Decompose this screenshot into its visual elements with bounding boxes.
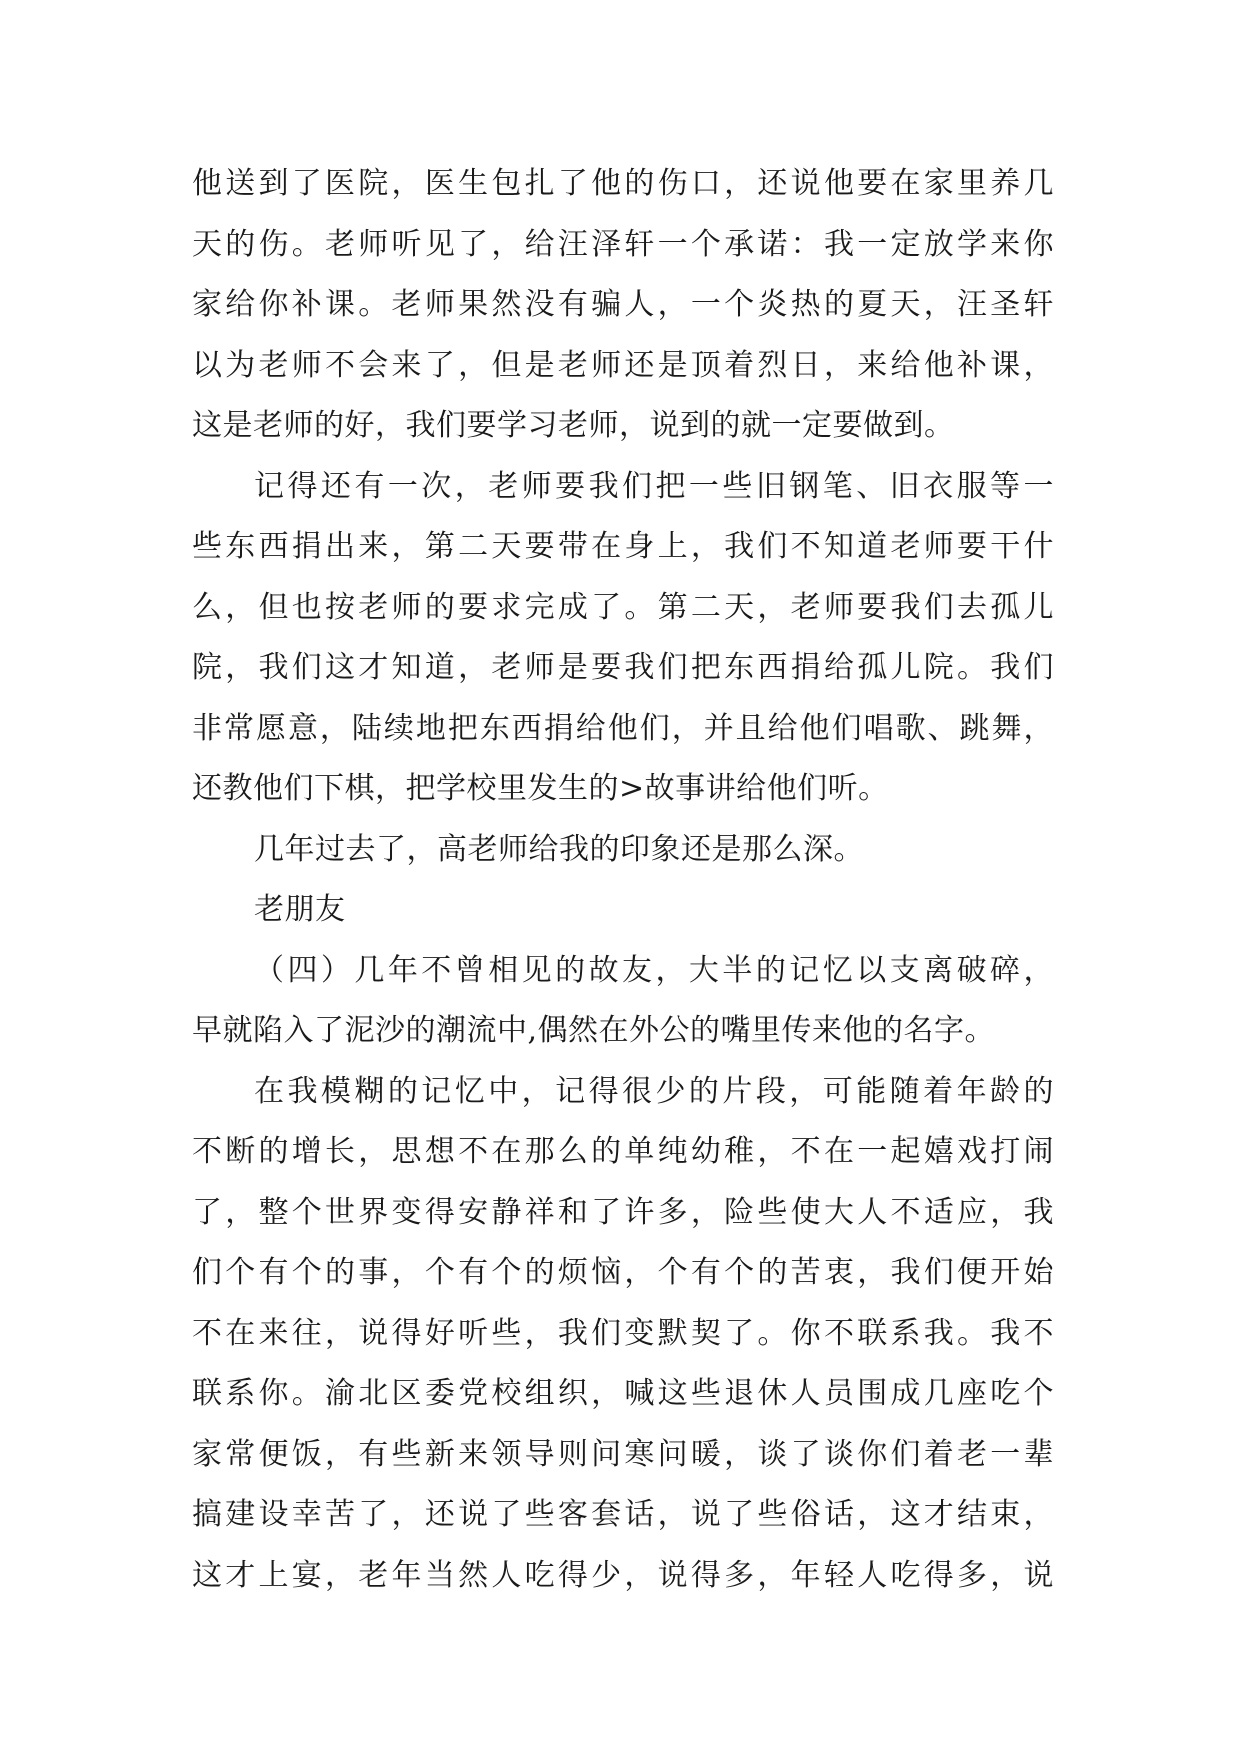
- text-line: 不在来往，说得好听些，我们变默契了。你不联系我。我不: [192, 1315, 1054, 1351]
- text-line: 联系你。渝北区委党校组织，喊这些退休人员围成几座吃个: [192, 1376, 1054, 1411]
- text-line: 这才上宴，老年当然人吃得少，说得多，年轻人吃得多，说: [192, 1557, 1054, 1593]
- text-line: 不断的增长，思想不在那么的单纯幼稚，不在一起嬉戏打闹: [192, 1134, 1054, 1169]
- text-line: （四）几年不曾相见的故友，大半的记忆以支离破碎，: [254, 952, 1054, 988]
- text-line: 些东西捐出来，第二天要带在身上，我们不知道老师要干什: [192, 529, 1054, 564]
- text-line: 他送到了医院，医生包扎了他的伤口，还说他要在家里养几: [192, 166, 1054, 201]
- text-line: 还教他们下棋，把学校里发生的>故事讲给他们听。: [192, 771, 889, 806]
- text-line: 非常愿意，陆续地把东西捐给他们，并且给他们唱歌、跳舞，: [192, 710, 1054, 746]
- text-line: 院，我们这才知道，老师是要我们把东西捐给孤儿院。我们: [192, 650, 1054, 685]
- text-line: 家给你补课。老师果然没有骗人，一个炎热的夏天，汪圣轩: [192, 287, 1054, 322]
- text-line: 天的伤。老师听见了，给汪泽轩一个承诺：我一定放学来你: [192, 226, 1054, 262]
- text-line: 在我模糊的记忆中，记得很少的片段，可能随着年龄的: [254, 1073, 1054, 1109]
- text-line: 以为老师不会来了，但是老师还是顶着烈日，来给他补课，: [192, 347, 1054, 383]
- document-body: [192, 154, 1054, 1606]
- section-heading: 老朋友: [254, 892, 346, 927]
- text-line: 搞建设幸苦了，还说了些客套话，说了些俗话，这才结束，: [192, 1497, 1054, 1532]
- text-line: 了，整个世界变得安静祥和了许多，险些使大人不适应，我: [192, 1194, 1054, 1230]
- text-line: 家常便饭，有些新来领导则问寒问暖，谈了谈你们着老一辈: [192, 1436, 1054, 1472]
- text-line: 这是老师的好，我们要学习老师，说到的就一定要做到。: [192, 408, 955, 443]
- text-line: 几年过去了，高老师给我的印象还是那么深。: [254, 831, 864, 867]
- text-line: 早就陷入了泥沙的潮流中,偶然在外公的嘴里传来他的名字。: [192, 1013, 996, 1048]
- text-line: 么，但也按老师的要求完成了。第二天，老师要我们去孤儿: [192, 589, 1054, 625]
- text-line: 记得还有一次，老师要我们把一些旧钢笔、旧衣服等一: [254, 468, 1054, 504]
- text-line: 们个有个的事，个有个的烦恼，个有个的苦衷，我们便开始: [192, 1255, 1054, 1290]
